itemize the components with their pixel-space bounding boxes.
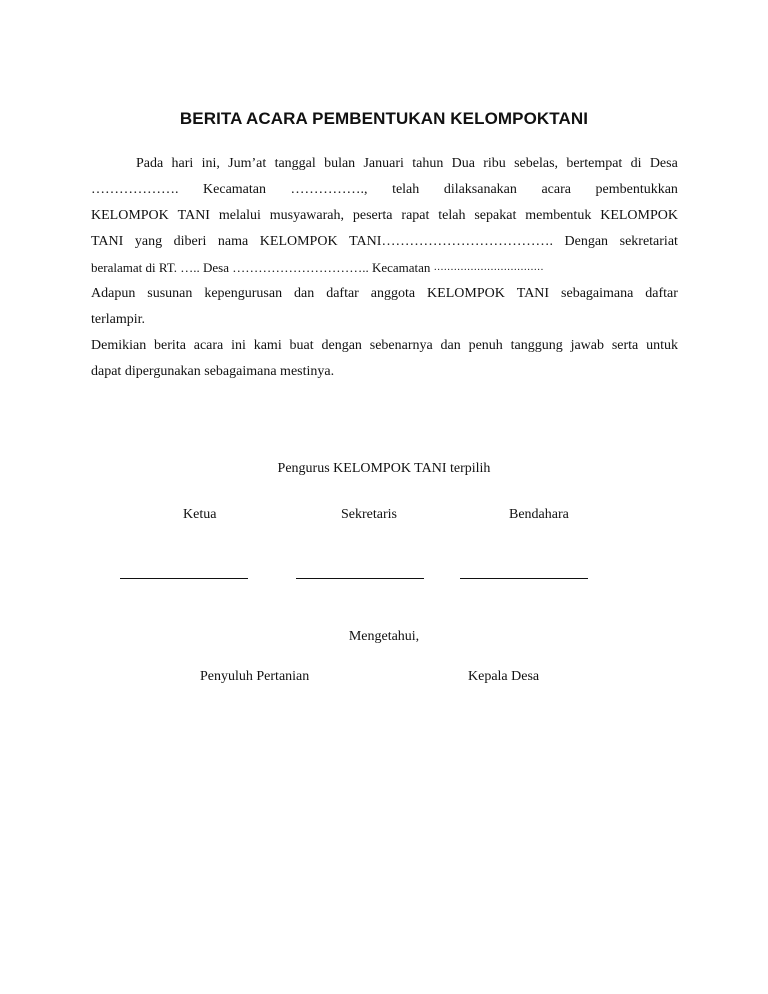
word: Dengan: [564, 234, 609, 249]
paragraph1-line4: [91, 229, 678, 255]
bendahara-label: Bendahara: [509, 507, 569, 522]
word: telah: [392, 182, 420, 197]
paragraph1-line1: [91, 151, 678, 177]
paragraph3-line2: dapat dipergunakan sebagaimana mestinya.: [91, 364, 335, 379]
word: Januari: [363, 156, 404, 171]
word: sepakat: [474, 208, 517, 223]
word: Pada: [136, 156, 164, 171]
word: telah: [438, 208, 466, 223]
word: buat: [289, 338, 314, 353]
word: bulan: [324, 156, 356, 171]
word: dan: [440, 338, 461, 353]
word: TANI: [516, 286, 550, 301]
word: sebelas,: [514, 156, 559, 171]
word: kami: [253, 338, 282, 353]
word: ……………….: [91, 182, 179, 197]
paragraph2-line1: [91, 281, 678, 307]
word: daftar: [326, 286, 359, 301]
word: sebenarnya: [369, 338, 433, 353]
word: …………….,: [290, 182, 368, 197]
paragraph2-line2: terlampir.: [91, 312, 146, 327]
mengetahui-label: Mengetahui,: [348, 629, 420, 644]
word: yang: [134, 234, 163, 249]
signature-heading: Pengurus KELOMPOK TANI terpilih: [277, 461, 491, 476]
word: ini: [231, 338, 246, 353]
word: nama: [217, 234, 249, 249]
sekretaris-signature-line: [296, 578, 424, 579]
word: kepengurusan: [204, 286, 283, 301]
word: Jum’at: [228, 156, 267, 171]
word: sebagaimana: [561, 286, 634, 301]
ketua-label: Ketua: [183, 507, 217, 522]
word: dilaksanakan: [443, 182, 517, 197]
word: ini,: [201, 156, 220, 171]
word: untuk: [646, 338, 678, 353]
word: melalui: [218, 208, 261, 223]
word: tahun: [412, 156, 444, 171]
bendahara-signature-line: [460, 578, 588, 579]
word: ribu: [483, 156, 506, 171]
sekretaris-label: Sekretaris: [341, 507, 397, 522]
penyuluh-label: Penyuluh Pertanian: [200, 669, 310, 684]
word: jawab: [570, 338, 605, 353]
word: Desa: [649, 156, 678, 171]
paragraph1-line5: [91, 255, 678, 281]
word: acara: [193, 338, 224, 353]
word: KELOMPOK: [91, 208, 169, 223]
word: TANI……………………………….: [349, 234, 553, 249]
word: berita: [154, 338, 186, 353]
word: di: [630, 156, 642, 171]
word: daftar: [645, 286, 678, 301]
word: susunan: [147, 286, 193, 301]
word: anggota: [370, 286, 416, 301]
ketua-signature-line: [120, 578, 248, 579]
word: dengan: [321, 338, 362, 353]
word: Kecamatan: [203, 182, 266, 197]
word: Demikian: [91, 338, 147, 353]
word: musyawarah,: [269, 208, 344, 223]
word: pembentukkan: [595, 182, 678, 197]
paragraph1-line2: [91, 177, 678, 203]
word: rapat: [401, 208, 430, 223]
word: KELOMPOK: [600, 208, 678, 223]
paragraph1-line5-dots: ……………………………: [433, 262, 544, 273]
word: bertempat: [566, 156, 623, 171]
word: penuh: [468, 338, 503, 353]
kepala-desa-label: Kepala Desa: [468, 669, 540, 684]
document-body: [91, 151, 678, 385]
word: TANI: [91, 234, 124, 249]
word: tanggal: [274, 156, 316, 171]
document-title: BERITA ACARA PEMBENTUKAN KELOMPOKTANI: [179, 109, 589, 128]
word: tanggung: [510, 338, 563, 353]
paragraph3-line1: [91, 333, 678, 359]
word: acara: [541, 182, 571, 197]
word: Adapun: [91, 286, 136, 301]
word: diberi: [173, 234, 207, 249]
paragraph1-line3: [91, 203, 678, 229]
word: hari: [171, 156, 194, 171]
word: KELOMPOK: [259, 234, 338, 249]
paragraph1-line5-text: beralamat di RT. ….. Desa ………………………….. Kecamatan: [91, 260, 431, 275]
word: sekretariat: [619, 234, 678, 249]
word: serta: [611, 338, 639, 353]
word: peserta: [352, 208, 393, 223]
word: TANI: [177, 208, 210, 223]
word: Dua: [451, 156, 475, 171]
word: dan: [294, 286, 315, 301]
word: membentuk: [525, 208, 592, 223]
word: KELOMPOK: [427, 286, 505, 301]
